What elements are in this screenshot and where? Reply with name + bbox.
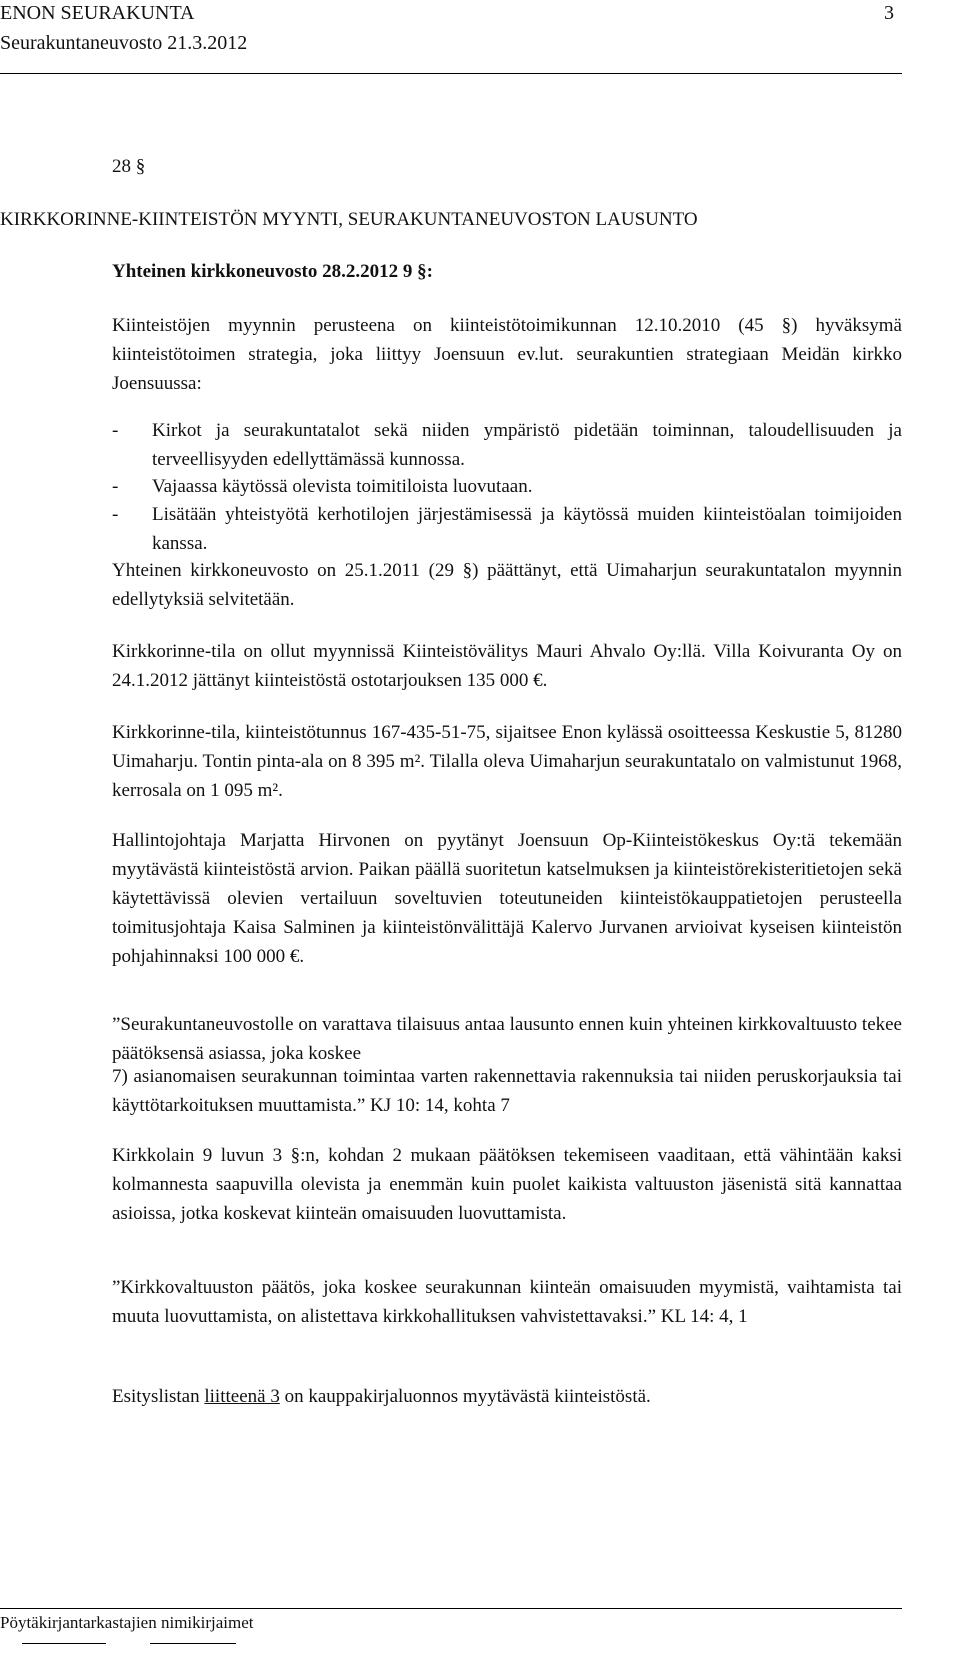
bullet-text: Kirkot ja seurakuntatalot sekä niiden ympäristö pidetään toiminnan, taloudellisuuden ja terveellisyyden edellyttämässä kunnossa. bbox=[152, 420, 902, 470]
bullet-item bbox=[112, 472, 902, 501]
closing-text: on kauppakirjaluonnos myytävästä kiinteistöstä. bbox=[279, 1386, 651, 1407]
bullet-dash: - bbox=[112, 476, 119, 497]
quote-paragraph: 7) asianomaisen seurakunnan toimintaa varten rakennettavia rakennuksia tai niiden peruskorjauksia tai käyttötarkoituksen muuttamista.” KJ 10: 14, kohta 7 bbox=[112, 1066, 902, 1116]
paragraph: Kirkkorinne-tila on ollut myynnissä Kiinteistövälitys Mauri Ahvalo Oy:llä. Villa Koivuranta Oy on 24.1.2012 jättänyt kiinteistöstä ostotarjouksen 135 000 €. bbox=[112, 641, 902, 691]
bullet-text: Lisätään yhteistyötä kerhotilojen järjestämisessä ja käytössä muiden kiinteistöalan toimijoiden kanssa. bbox=[152, 504, 902, 554]
intro-paragraph: Kiinteistöjen myynnin perusteena on kiinteistötoimikunnan 12.10.2010 (45 §) hyväksymä kiinteistötoimen strategia, joka liittyy Joensuun ev.lut. seurakuntien strategiaan Meidän kirkko Joensuussa: bbox=[112, 315, 902, 394]
signature-line bbox=[150, 1643, 236, 1644]
paragraph: Yhteinen kirkkoneuvosto on 25.1.2011 (29 §) päättänyt, että Uimaharjun seurakuntatalon myynnin edellytyksiä selvitetään. bbox=[112, 560, 902, 610]
subheading: Yhteinen kirkkoneuvosto 28.2.2012 9 §: bbox=[112, 261, 433, 282]
paragraph: Hallintojohtaja Marjatta Hirvonen on pyytänyt Joensuun Op-Kiinteistökeskus Oy:tä tekemään myytävästä kiinteistöstä arvion. Paikan päällä suoritetun katselmuksen ja kiinteistörekisteritietojen sekä käytettävissä olevien vertailuun soveltuvien toteutuneiden kiinteistökauppatietojen perusteella toimitusjohtaja Kaisa Salminen ja kiinteistönvälittäjä Kalervo Jurvanen arvioivat kyseisen kiinteistön pohjahinnaksi 100 000 €. bbox=[112, 830, 902, 967]
section-number: 28 § bbox=[112, 156, 146, 177]
header-rule bbox=[0, 73, 902, 74]
section-heading-text: KIRKKORINNE-KIINTEISTÖN MYYNTI, SEURAKUNTANEUVOSTON LAUSUNTO bbox=[0, 209, 698, 230]
signature-line bbox=[22, 1643, 106, 1644]
bullet-dash: - bbox=[112, 420, 119, 441]
quote-paragraph: ”Kirkkovaltuuston päätös, joka koskee seurakunnan kiinteän omaisuuden myymistä, vaihtamista tai muuta luovuttamista, on alistettava kirkkohallituksen vahvistettavaksi.” KL 14: 4, 1 bbox=[112, 1277, 902, 1327]
bullet-text: Vajaassa käytössä olevista toimitiloista luovutaan. bbox=[152, 476, 533, 497]
footer-rule bbox=[0, 1608, 902, 1609]
closing-text: Esityslistan bbox=[112, 1386, 205, 1407]
bullet-item bbox=[112, 416, 902, 474]
section-heading bbox=[0, 205, 902, 234]
page-number: 3 bbox=[884, 2, 894, 24]
paragraph: Kirkkorinne-tila, kiinteistötunnus 167-435-51-75, sijaitsee Enon kylässä osoitteessa Keskustie 5, 81280 Uimaharju. Tontin pinta-ala on 8 395 m². Tilalla oleva Uimaharjun seurakuntatalo on valmistunut 1968, kerrosala on 1 095 m². bbox=[112, 722, 902, 801]
bullet-dash: - bbox=[112, 504, 119, 525]
bullet-item bbox=[112, 500, 902, 558]
document-org-title: ENON SEURAKUNTA bbox=[0, 2, 195, 24]
footer-initials-label: Pöytäkirjantarkastajien nimikirjaimet bbox=[0, 1613, 254, 1632]
closing-paragraph bbox=[112, 1382, 902, 1411]
meeting-date-line: Seurakuntaneuvosto 21.3.2012 bbox=[0, 32, 248, 54]
paragraph: Kirkkolain 9 luvun 3 §:n, kohdan 2 mukaan päätöksen tekemiseen vaaditaan, että vähintään kaksi kolmannesta saapuvilla olevista ja enemmän kuin puolet kaikista valtuuston jäsenistä sitä kannattaa asioissa, jotka koskevat kiinteän omaisuuden luovuttamista. bbox=[112, 1145, 902, 1224]
quote-paragraph: ”Seurakuntaneuvostolle on varattava tilaisuus antaa lausunto ennen kuin yhteinen kirkkovaltuusto tekee päätöksensä asiassa, joka koskee bbox=[112, 1014, 902, 1064]
attachment-link[interactable]: liitteenä 3 bbox=[204, 1386, 280, 1407]
